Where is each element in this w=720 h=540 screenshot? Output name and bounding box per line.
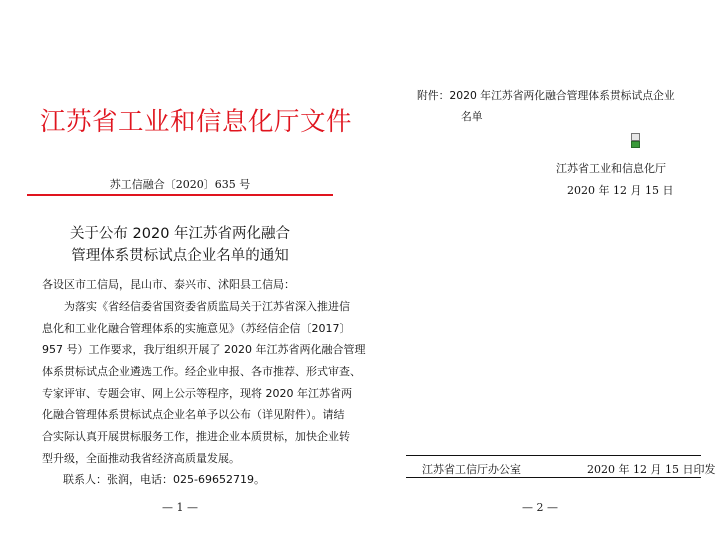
addressee: 各设区市工信局，昆山市、泰兴市、沭阳县工信局： (42, 278, 295, 291)
document-title-line-2: 管理体系贯标试点企业名单的通知 (71, 248, 289, 264)
contact-line: 联系人：张润，电话：025-69652719。 (63, 473, 265, 486)
issue-date: 2020 年 12 月 15 日印发 (587, 463, 716, 476)
document-page-2 (360, 0, 720, 540)
footer-top-rule (406, 455, 701, 456)
body-text-line: 专家评审、专题会审、网上公示等程序，现将 2020 年江苏省两 (42, 387, 352, 400)
body-text-line: 合实际认真开展贯标服务工作，推进企业本质贯标，加快企业转 (42, 430, 350, 443)
attachment-label-continued[interactable]: 名单 (461, 110, 483, 123)
red-divider-line (27, 194, 333, 196)
attachment-file-icon[interactable] (630, 133, 639, 147)
signing-authority: 江苏省工业和信息化厅 (556, 162, 666, 175)
document-number: 苏工信融合〔2020〕635 号 (109, 178, 251, 191)
body-text-line: 957 号）工作要求，我厅组织开展了 2020 年江苏省两化融合管理 (42, 343, 366, 356)
issuing-office: 江苏省工信厅办公室 (422, 463, 521, 476)
signing-date: 2020 年 12 月 15 日 (567, 184, 674, 197)
page-number: — 1 — (162, 501, 198, 514)
body-text-line: 息化和工业化融合管理体系的实施意见》（苏经信企信〔2017〕 (42, 322, 351, 335)
body-text-line: 体系贯标试点企业遴选工作。经企业申报、各市推荐、形式审查、 (42, 365, 361, 378)
attachment-label[interactable]: 附件：2020 年江苏省两化融合管理体系贯标试点企业 (417, 89, 675, 102)
body-text-line: 为落实《省经信委省国资委省质监局关于江苏省深入推进信 (42, 300, 350, 313)
body-text-line: 化融合管理体系贯标试点企业名单予以公布（详见附件）。请结 (42, 408, 345, 421)
document-header: 江苏省工业和信息化厅文件 (40, 107, 353, 137)
footer-bottom-rule (406, 477, 701, 478)
body-text-line: 型升级，全面推动我省经济高质量发展。 (42, 452, 240, 465)
page-number: — 2 — (522, 501, 558, 514)
document-title-line-1: 关于公布 2020 年江苏省两化融合 (69, 226, 291, 242)
